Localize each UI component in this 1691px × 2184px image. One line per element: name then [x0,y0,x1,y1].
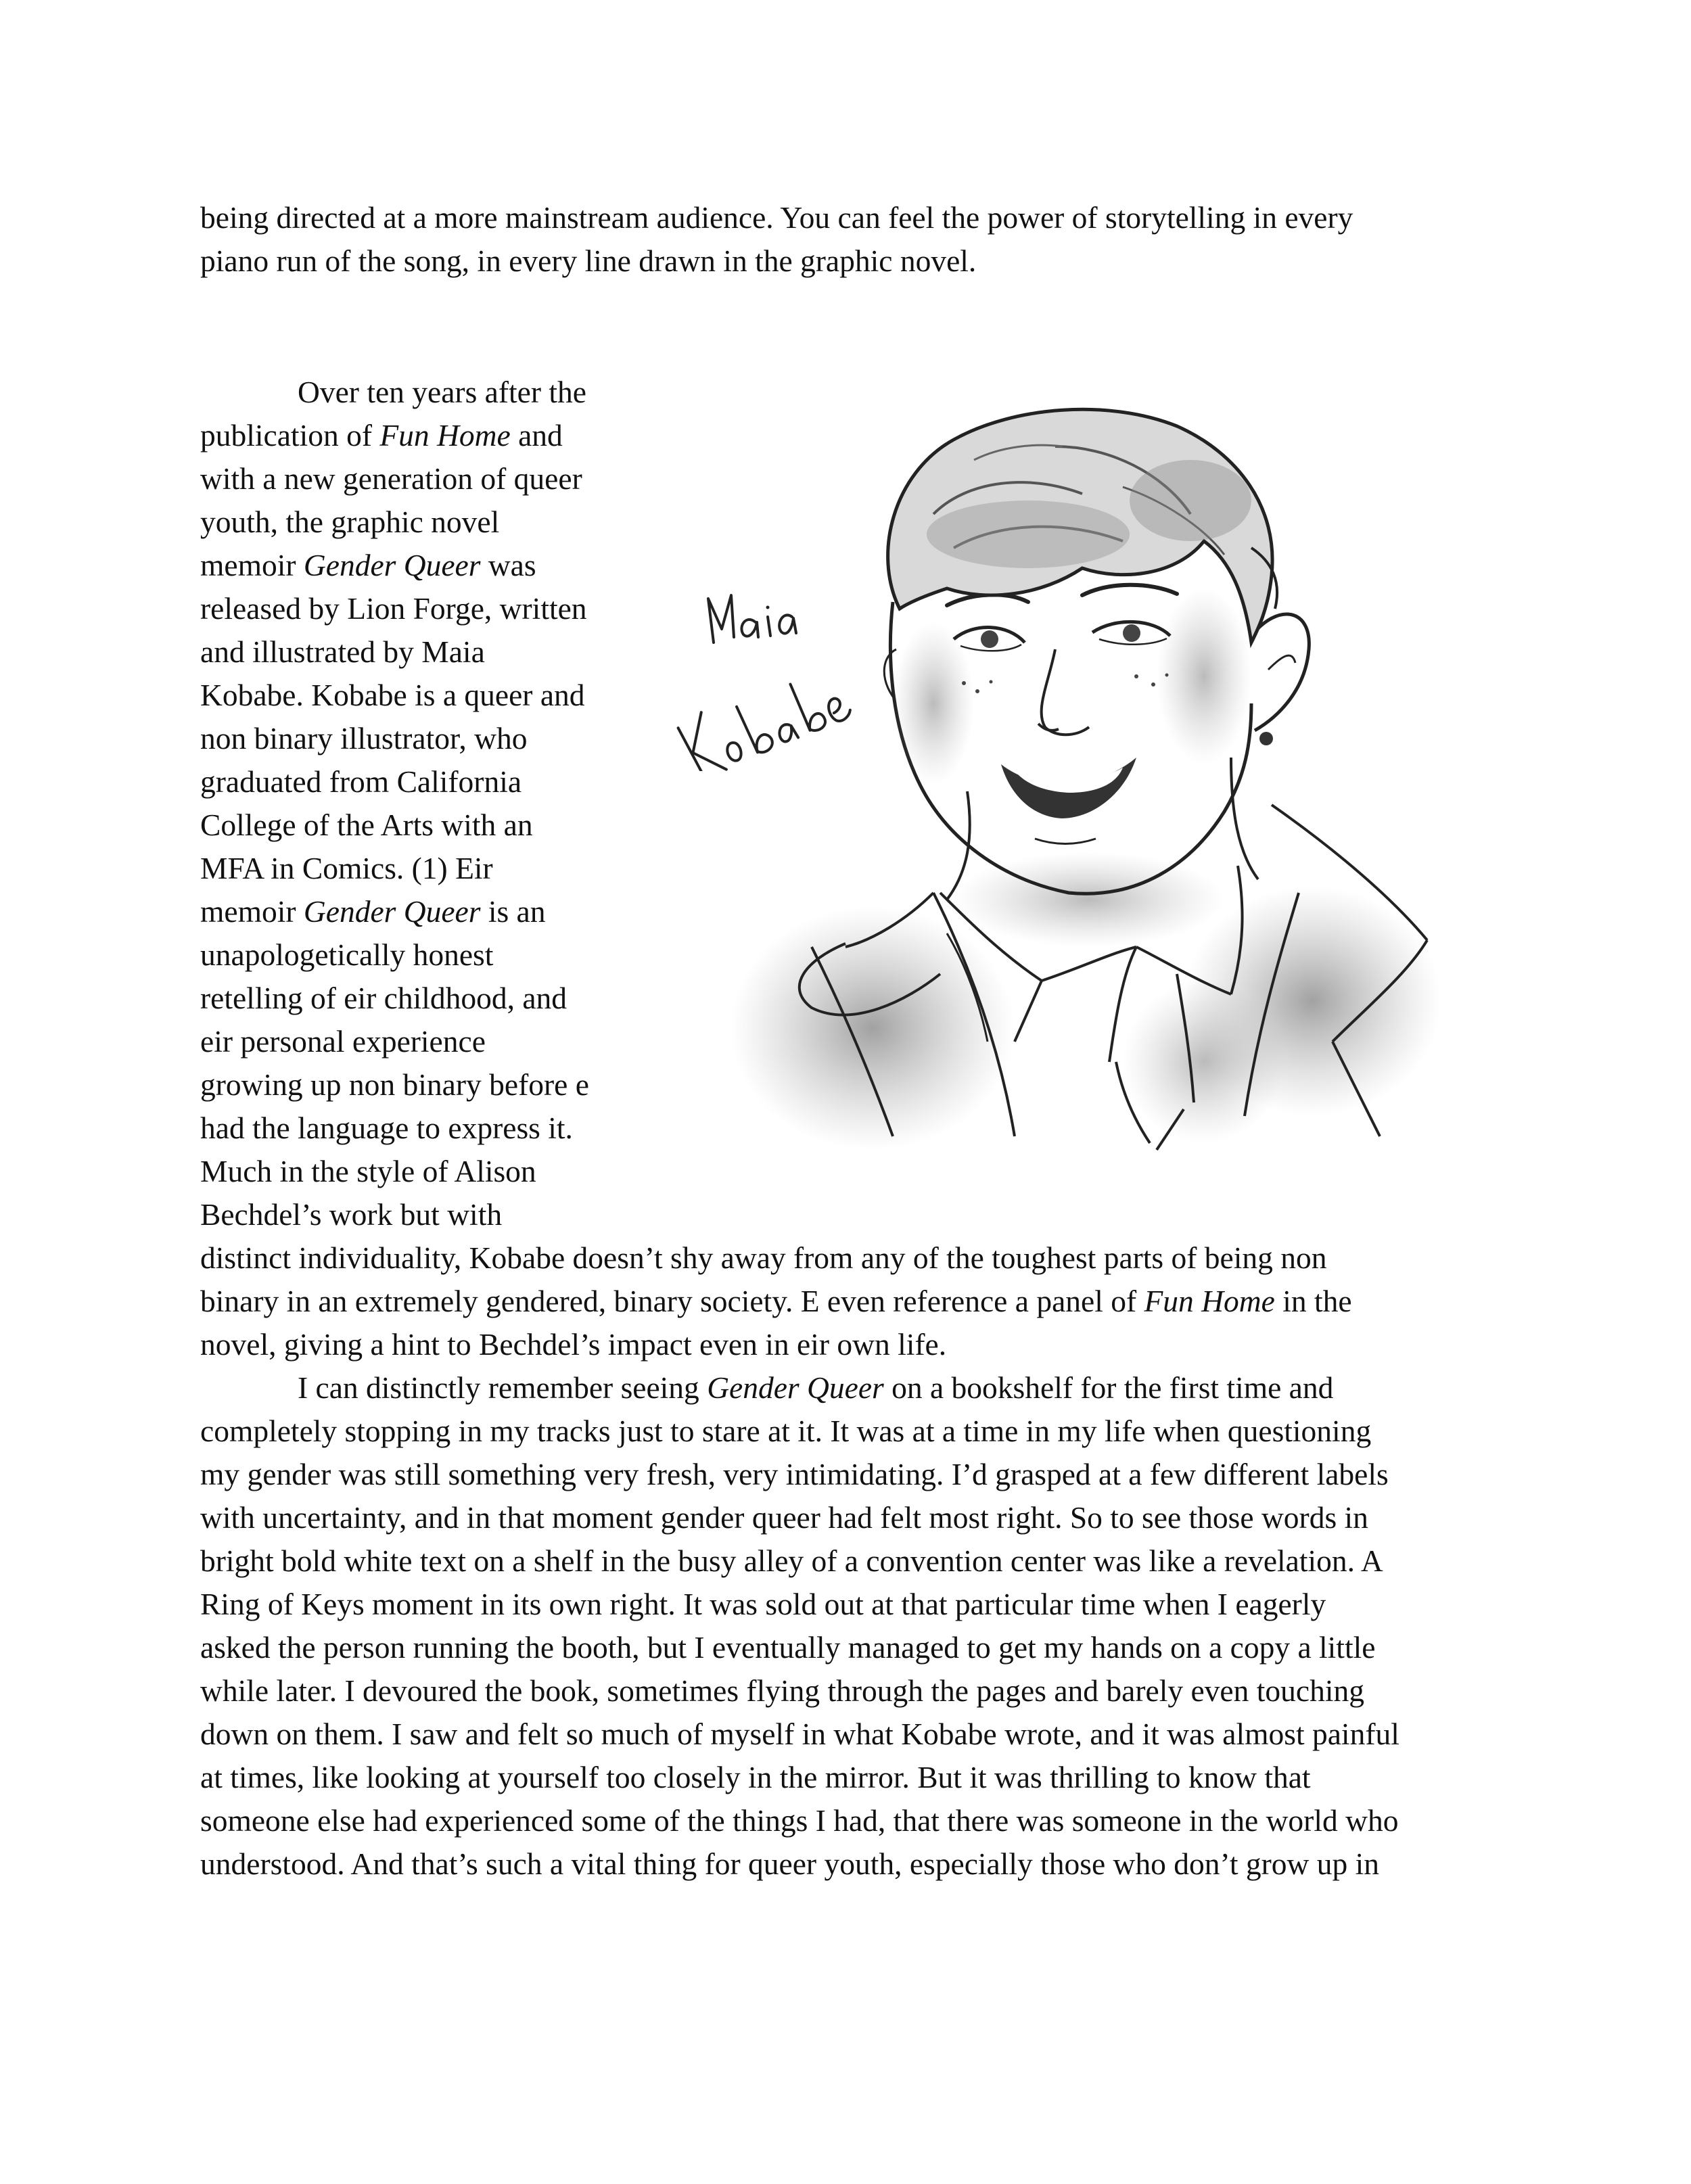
text-line: Ring of Keys moment in its own right. It was sold out at that particular time when I eagerly [200,1587,1326,1621]
text-line: my gender was still something very fresh, very intimidating. I’d grasped at a few different labels [200,1457,1389,1491]
text-line: down on them. I saw and felt so much of myself in what Kobabe wrote, and it was almost painful [200,1717,1399,1751]
text-line: retelling of eir childhood, and [200,981,567,1015]
text-line: MFA in Comics. (1) Eir [200,851,493,885]
text-line: being directed at a more mainstream audience. You can feel the power of storytelling in every [200,200,1353,235]
text-line: non binary illustrator, who [200,721,528,756]
text-line: Kobabe. Kobabe is a queer and [200,678,585,712]
portrait-illustration [649,379,1502,1177]
text-line: eir personal experience [200,1024,486,1059]
text-line: distinct individuality, Kobabe doesn’t shy away from any of the toughest parts of being non [200,1240,1327,1275]
text-line: publication of Fun Home and [200,418,563,452]
text-line: piano run of the song, in every line drawn in the graphic novel. [200,243,977,278]
text-line: released by Lion Forge, written [200,591,587,626]
text-line: College of the Arts with an [200,808,533,842]
text-line: Bechdel’s work but with [200,1197,503,1232]
text-line: had the language to express it. [200,1111,573,1145]
text-line: completely stopping in my tracks just to stare at it. It was at a time in my life when questioning [200,1414,1372,1448]
text-line: memoir Gender Queer was [200,548,536,582]
text-line: Much in the style of Alison [200,1154,536,1188]
eyes [954,622,1170,651]
text-line: novel, giving a hint to Bechdel’s impact even in eir own life. [200,1327,947,1362]
text-line: I can distinctly remember seeing Gender Queer on a bookshelf for the first time and [298,1370,1334,1405]
text-line: bright bold white text on a shelf in the busy alley of a convention center was like a revelation. A [200,1543,1383,1578]
text-line: someone else had experienced some of the things I had, that there was someone in the world who [200,1803,1399,1838]
text-line: asked the person running the booth, but I eventually managed to get my hands on a copy a little [200,1630,1376,1665]
text-line: with a new generation of queer [200,461,582,496]
text-line: unapologetically honest [200,937,494,972]
text-line: graduated from California [200,764,522,799]
text-line: Over ten years after the [298,375,586,409]
text-line: while later. I devoured the book, sometimes flying through the pages and barely even touching [200,1673,1364,1708]
text-line: growing up non binary before e [200,1067,589,1102]
text-line: and illustrated by Maia [200,634,485,669]
text-line: understood. And that’s such a vital thing for queer youth, especially those who don’t grow up in [200,1846,1380,1881]
face [884,588,1309,893]
text-line: with uncertainty, and in that moment gender queer had felt most right. So to see those words in [200,1500,1368,1535]
text-line: binary in an extremely gendered, binary society. E even reference a panel of Fun Home in the [200,1284,1352,1318]
nose [1038,649,1089,735]
freckles [962,674,1169,694]
mouth [1001,758,1136,844]
text-line: youth, the graphic novel [200,505,500,539]
text-line: at times, like looking at yourself too closely in the mirror. But it was thrilling to know that [200,1760,1311,1794]
text-line: memoir Gender Queer is an [200,894,546,929]
